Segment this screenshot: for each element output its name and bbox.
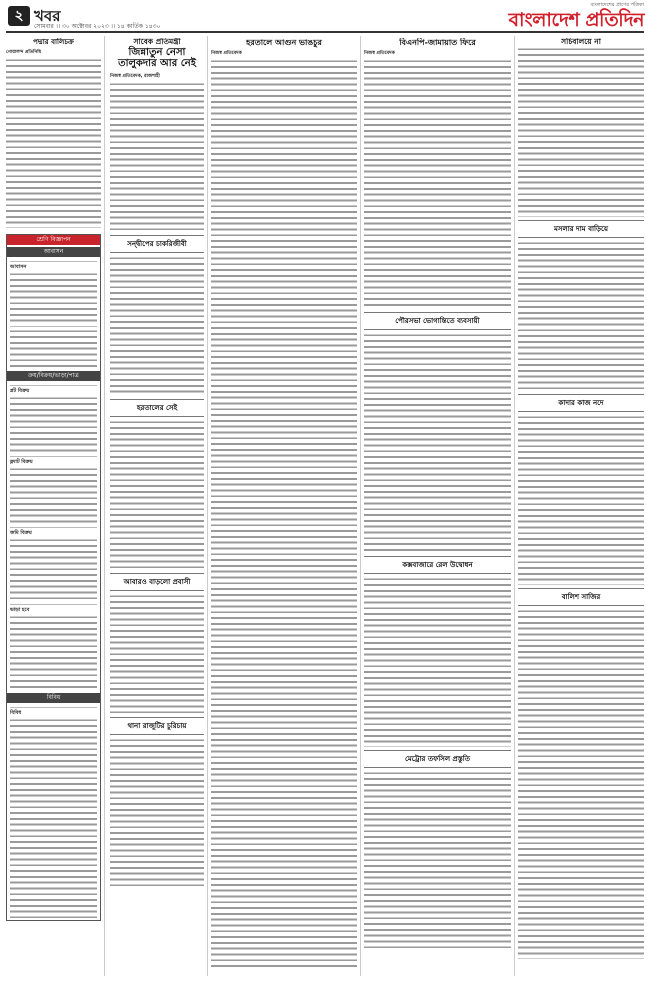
article-headline: থানা রাজুটির চুরিচায়: [110, 717, 204, 735]
classified-ad: [10, 456, 97, 525]
classified-ad-body: [10, 396, 97, 454]
article-body: [364, 577, 511, 747]
classified-ad: [10, 385, 97, 454]
article-body: [110, 82, 204, 232]
article-body: [110, 594, 204, 714]
classified-ad-head: আবাসন: [10, 264, 27, 271]
article-headline: মেট্রোর তফসিল প্রস্তুতি: [364, 750, 511, 768]
article-headline: সচিবালয়ে না: [561, 38, 601, 46]
masthead-name: বাংলাদেশ প্রতিদিন: [508, 9, 644, 31]
article-headline: পৌরসভা ভোগান্তিতে ব্যবসায়ী: [364, 312, 511, 330]
section-name: খবর: [34, 7, 61, 25]
article-body: [364, 771, 511, 951]
classifieds-title: শ্রেণি বিজ্ঞাপন: [7, 235, 100, 245]
byline: নিজস্ব প্রতিবেদক: [211, 51, 242, 57]
classifieds-box: [6, 234, 101, 921]
date-line: সোমবার ।। ৩০ অক্টোবর ২০২৩ ।। ১৪ কার্তিক ১৪৩০: [34, 23, 161, 30]
article-body: [518, 609, 644, 959]
classified-ad-head: প্লট বিক্রয়: [10, 388, 30, 395]
column-divider: [207, 36, 208, 976]
page-number: ২: [8, 6, 30, 26]
classified-ad-body: [10, 615, 97, 691]
article-body: [110, 256, 204, 396]
article-headline: কক্সবাজারে রেল উদ্বোধন: [364, 556, 511, 574]
article-headline: বালিশ সাজির: [518, 588, 644, 606]
column-3: [211, 38, 357, 978]
masthead: [468, 2, 644, 31]
byline: গোয়ালন্দ প্রতিনিধি: [6, 50, 42, 56]
article-headline: মসলার দাম বাড়িয়ে: [518, 220, 644, 238]
column-5: [518, 38, 644, 978]
classified-ad: [10, 326, 97, 369]
classified-section-bar: ক্রয়/বিক্রয়/ভাড়া/পাত্র: [7, 371, 100, 381]
article-headline: হরতালের সেই: [110, 399, 204, 417]
article-headline: হরতালে আগুন ভাঙচুর: [246, 38, 322, 47]
classified-ad-body: [10, 538, 97, 602]
column-divider: [104, 36, 105, 976]
classified-ad: [10, 261, 97, 324]
article-headline: কাদার কাজ নদে: [518, 394, 644, 412]
column-1: [6, 38, 101, 978]
article-body: [211, 59, 357, 969]
classified-section-bar: আবাসন: [7, 247, 100, 257]
classified-section-bar: বিবিধ: [7, 693, 100, 703]
article-headline: আবারও বাড়লো প্রবাসী: [110, 573, 204, 591]
column-divider: [360, 36, 361, 976]
page-header: [0, 0, 650, 30]
article-body: [518, 241, 644, 391]
classified-ad-body: [10, 329, 97, 369]
classified-ad: [10, 527, 97, 602]
article-body: [110, 738, 204, 888]
masthead-tagline: বাংলাদেশের প্রাণের পত্রিকা: [590, 2, 644, 8]
article-body: [6, 58, 101, 228]
article-body: [364, 59, 511, 309]
column-4: [364, 38, 511, 978]
classified-ad-head: জমি বিক্রয়: [10, 530, 32, 537]
classified-ad-head: ফ্ল্যাট বিক্রয়: [10, 459, 33, 466]
byline: নিজস্ব প্রতিবেদক, রাজশাহী: [110, 73, 160, 79]
article-body: [110, 420, 204, 570]
header-rule: [6, 31, 644, 33]
article-headline: জিন্নাতুন নেসা: [128, 46, 186, 58]
classified-ad-body: [10, 272, 97, 324]
column-divider: [514, 36, 515, 976]
article-headline: সন্দ্বীপের চাকরিজীবী: [110, 235, 204, 253]
classified-ad-head: বিবিধ: [10, 710, 22, 717]
article-body: [518, 415, 644, 585]
article-headline-kicker: সাবেক প্রতিমন্ত্রী: [133, 38, 181, 46]
classified-ad: [10, 604, 97, 691]
column-2: [110, 38, 204, 978]
article-headline: বিএনপি-জামায়াত ফিরে: [399, 38, 476, 47]
article-headline: পদ্মার বালিচক্র: [33, 38, 74, 46]
article-body: [518, 47, 644, 217]
classified-ad-body: [10, 467, 97, 525]
byline: নিজস্ব প্রতিবেদক: [364, 51, 395, 57]
classified-ad-head: ভাড়া হবে: [10, 607, 30, 614]
classified-ad: [10, 707, 97, 918]
article-body: [364, 333, 511, 553]
article-headline: তালুকদার আর নেই: [118, 58, 196, 70]
classified-ad-body: [10, 718, 97, 918]
